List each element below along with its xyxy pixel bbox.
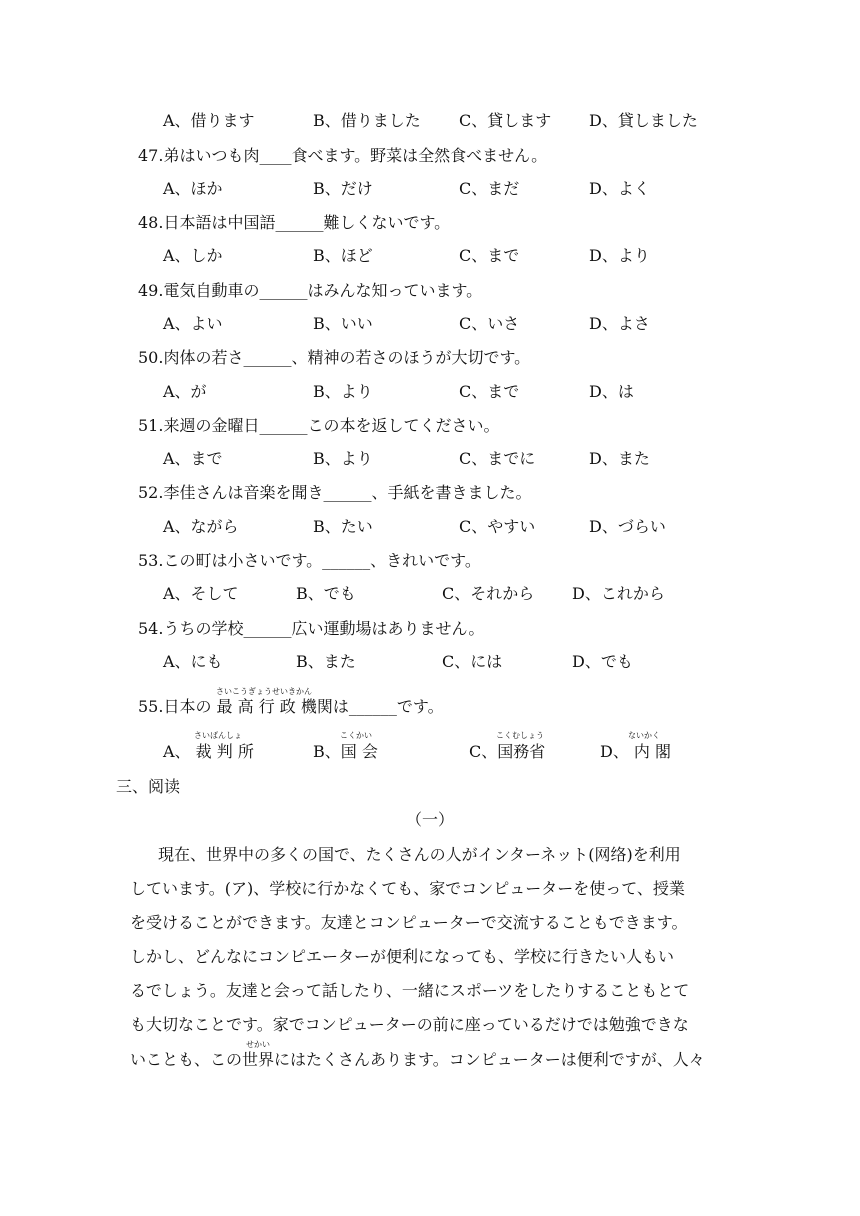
passage-line: 現在、世界中の多くの国で、たくさんの人がインターネット(网络)を利用 — [158, 845, 681, 864]
option-b: B、ほど — [313, 246, 373, 265]
option-d: D、よく — [589, 179, 650, 198]
option-b: B、いい — [313, 314, 373, 333]
furigana: さいばんしょ — [194, 731, 242, 740]
passage-line: しかし、どんなにコンピエーターが便利になっても、学校に行きたい人もい — [130, 947, 675, 966]
option-a: A、 裁 判 所 — [163, 742, 254, 761]
passage-line: いことも、この世界にはたくさんあります。コンピューターは便利ですが、人々 — [130, 1050, 705, 1069]
question-stem: 52.李佳さんは音楽を聞き______、手紙を書きました。 — [138, 483, 532, 502]
option-c: C、いさ — [459, 314, 520, 333]
option-a: A、にも — [163, 652, 223, 671]
furigana: こくむしょう — [496, 731, 544, 740]
furigana: さいこうぎょうせいきかん — [216, 687, 312, 696]
option-b: B、国 会 — [313, 742, 378, 761]
passage-line: も大切なことです。家でコンピューターの前に座っているだけでは勉強できな — [130, 1015, 689, 1034]
option-c: C、それから — [442, 584, 535, 603]
option-b: B、だけ — [313, 179, 373, 198]
option-d: D、よさ — [589, 314, 650, 333]
option-d: D、づらい — [589, 517, 666, 536]
question-stem: 53.この町は小さいです。______、きれいです。 — [138, 551, 481, 570]
furigana: せかい — [246, 1040, 270, 1049]
option-b: B、でも — [296, 584, 356, 603]
option-d: D、より — [589, 246, 650, 265]
option-a: A、借ります — [163, 111, 255, 130]
option-a: A、ながら — [163, 517, 239, 536]
option-c: C、貸します — [459, 111, 552, 130]
option-a: A、そして — [163, 584, 239, 603]
passage-line: を受けることができます。友達とコンピューターで交流することもできます。 — [130, 913, 688, 932]
question-stem: 55.日本の 最 高 行 政 機関は______です。 — [138, 697, 444, 716]
option-a: A、が — [163, 382, 207, 401]
furigana: ないかく — [628, 731, 660, 740]
furigana: こくかい — [340, 731, 372, 740]
option-d: D、でも — [572, 652, 633, 671]
option-c: C、まで — [459, 246, 520, 265]
option-d: D、これから — [572, 584, 665, 603]
option-a: A、しか — [163, 246, 223, 265]
option-b: B、また — [296, 652, 356, 671]
option-d: D、は — [589, 382, 634, 401]
option-c: C、やすい — [459, 517, 536, 536]
passage-line: しています。(ア)、学校に行かなくても、家でコンピューターを使って、授業 — [130, 879, 685, 898]
question-stem: 50.肉体の若さ______、精神の若さのほうが大切です。 — [138, 348, 531, 367]
option-d: D、貸しました — [589, 111, 698, 130]
option-c: C、まだ — [459, 179, 520, 198]
section-title: 三、阅读 — [116, 777, 181, 796]
question-stem: 47.弟はいつも肉____食べます。野菜は全然食べません。 — [138, 146, 548, 165]
option-b: B、より — [313, 449, 373, 468]
option-b: B、借りました — [313, 111, 421, 130]
option-c: C、国務省 — [469, 742, 546, 761]
option-a: A、ほか — [163, 179, 223, 198]
question-stem: 48.日本語は中国語______難しくないです。 — [138, 213, 451, 232]
option-a: A、まで — [163, 449, 223, 468]
option-d: D、 内 閣 — [600, 742, 672, 761]
option-c: C、までに — [459, 449, 536, 468]
question-stem: 54.うちの学校______広い運動場はありません。 — [138, 619, 485, 638]
option-b: B、より — [313, 382, 373, 401]
question-stem: 49.電気自動車の______はみんな知っています。 — [138, 281, 483, 300]
question-stem: 51.来週の金曜日______この本を返してください。 — [138, 416, 500, 435]
passage-line: るでしょう。友達と会って話したり、一緒にスポーツをしたりすることもとて — [130, 981, 690, 1000]
option-a: A、よい — [163, 314, 223, 333]
option-d: D、また — [589, 449, 650, 468]
option-b: B、たい — [313, 517, 373, 536]
passage-title: （一） — [405, 810, 454, 829]
option-c: C、まで — [459, 382, 520, 401]
option-c: C、には — [442, 652, 503, 671]
